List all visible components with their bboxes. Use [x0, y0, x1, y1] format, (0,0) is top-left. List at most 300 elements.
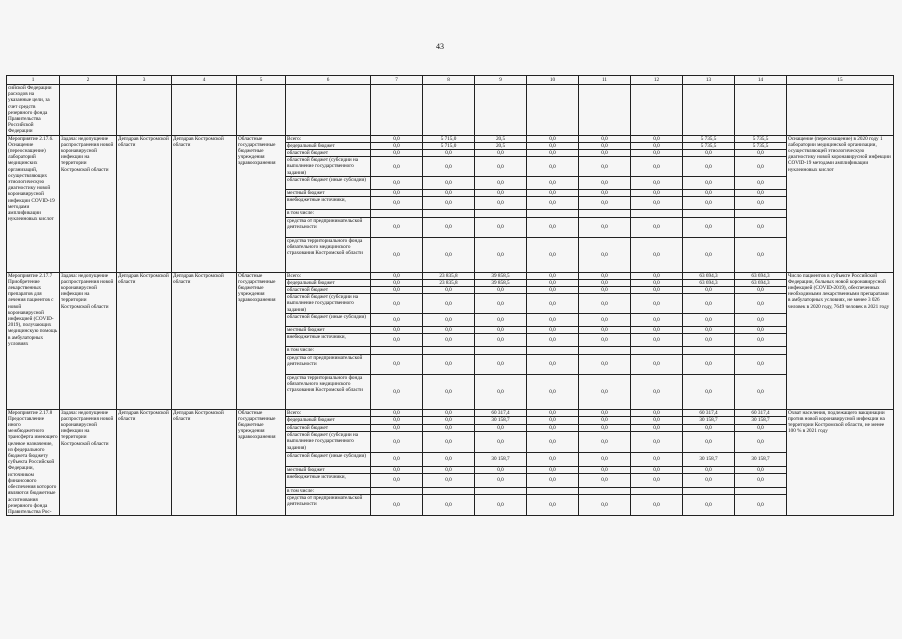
value-cell: 0,0 [527, 135, 579, 142]
value-cell: 0,0 [423, 495, 475, 516]
value-cell: 0,0 [527, 177, 579, 190]
value-cell: 0,0 [475, 474, 527, 488]
empty-cell [735, 85, 787, 136]
value-cell: 0,0 [475, 495, 527, 516]
value-cell [735, 487, 787, 495]
value-cell: 0,0 [475, 150, 527, 157]
empty-cell [286, 85, 371, 136]
value-cell: 0,0 [423, 237, 475, 272]
value-cell: 0,0 [423, 409, 475, 417]
value-cell: 0,0 [423, 314, 475, 327]
value-cell: 0,0 [735, 150, 787, 157]
value-cell: 0,0 [527, 327, 579, 334]
source-cell: федеральный бюджет [286, 417, 371, 425]
value-cell: 0,0 [371, 409, 423, 417]
source-cell: средства территориального фонда обязательного медицинского страхования Костромской области [286, 374, 371, 409]
value-cell: 0,0 [735, 177, 787, 190]
empty-cell [683, 85, 735, 136]
value-cell: 0,0 [579, 374, 631, 409]
value-cell: 0,0 [579, 474, 631, 488]
executor-cell: Депздрав Костромской области [117, 272, 172, 409]
empty-cell [117, 85, 172, 136]
source-cell: областной бюджет [286, 287, 371, 294]
result-cell: Число пациентов в субъекте Российской Федерации, больных новой коронавирусной инфекцией (COVID-2019), обеспеченных необходимыми лекарственными препаратами в амбулаторных условиях, не менее 3 026 человек в 2020 году, 7649 человек в 2021 году [787, 272, 894, 409]
value-cell: 0,0 [631, 197, 683, 210]
value-cell [735, 347, 787, 354]
value-cell: 0,0 [735, 287, 787, 294]
value-cell: 0,0 [423, 432, 475, 453]
value-cell: 60 317,4 [475, 409, 527, 417]
value-cell: 0,0 [735, 327, 787, 334]
value-cell: 0,0 [735, 217, 787, 237]
value-cell: 0,0 [371, 272, 423, 279]
value-cell: 0,0 [631, 157, 683, 177]
value-cell: 63 694,3 [683, 279, 735, 286]
source-cell: средства от предпринимательской деятельности [286, 217, 371, 237]
coexecutor-cell: Депздрав Костромской области [172, 135, 237, 272]
header-cell: 6 [286, 76, 371, 85]
value-cell: 0,0 [527, 354, 579, 374]
header-cell: 2 [60, 76, 117, 85]
source-cell: областной бюджет [286, 424, 371, 432]
source-cell: в том числе: [286, 347, 371, 354]
value-cell: 0,0 [475, 466, 527, 474]
value-cell: 0,0 [631, 453, 683, 467]
value-cell: 0,0 [475, 177, 527, 190]
value-cell: 0,0 [735, 354, 787, 374]
table-row [7, 135, 894, 142]
value-cell: 0,0 [683, 424, 735, 432]
source-cell: внебюджетные источники, [286, 334, 371, 347]
value-cell: 0,0 [527, 466, 579, 474]
empty-cell [423, 85, 475, 136]
task-cell: Задача: недопущение распространения новой коронавирусной инфекции на территории Костромской области [60, 272, 117, 409]
value-cell: 5 735,5 [683, 142, 735, 149]
header-cell: 8 [423, 76, 475, 85]
header-cell: 15 [787, 76, 894, 85]
event-cell: Мероприятие 2.17.6. Оснащение (переоснащение) лабораторий медицинских организаций, осуществляющих этиологическую диагностику новой коронавирусной инфекции COVID-19 методами амплификации нуклеиновых кислот [7, 135, 60, 272]
value-cell: 0,0 [371, 474, 423, 488]
value-cell: 0,0 [579, 294, 631, 314]
value-cell: 0,0 [579, 150, 631, 157]
value-cell: 0,0 [631, 495, 683, 516]
value-cell: 0,0 [527, 287, 579, 294]
value-cell: 0,0 [683, 432, 735, 453]
source-cell: областной бюджет (иные субсидии) [286, 314, 371, 327]
value-cell: 0,0 [423, 157, 475, 177]
value-cell: 0,0 [579, 409, 631, 417]
value-cell: 60 317,4 [735, 409, 787, 417]
value-cell: 0,0 [527, 432, 579, 453]
value-cell: 0,0 [683, 177, 735, 190]
coexecutor-cell: Депздрав Костромской области [172, 272, 237, 409]
source-cell: областной бюджет (субсидии на выполнение государственного задания) [286, 432, 371, 453]
value-cell [527, 347, 579, 354]
value-cell [423, 347, 475, 354]
value-cell: 0,0 [527, 314, 579, 327]
value-cell: 0,0 [631, 135, 683, 142]
value-cell: 0,0 [579, 272, 631, 279]
value-cell: 0,0 [371, 466, 423, 474]
recipient-cell: Областные государственные бюджетные учреждения здравоохранения [237, 409, 286, 515]
source-cell: Всего: [286, 409, 371, 417]
value-cell: 0,0 [579, 334, 631, 347]
empty-cell [371, 85, 423, 136]
value-cell [631, 487, 683, 495]
value-cell [527, 487, 579, 495]
value-cell: 0,0 [527, 217, 579, 237]
header-cell: 1 [7, 76, 60, 85]
empty-cell [631, 85, 683, 136]
value-cell: 0,0 [527, 374, 579, 409]
value-cell: 0,0 [423, 177, 475, 190]
source-cell: федеральный бюджет [286, 142, 371, 149]
value-cell: 0,0 [579, 314, 631, 327]
value-cell: 0,0 [371, 495, 423, 516]
task-cell: Задача: недопущение распространения новой коронавирусной инфекции на территории Костромской области [60, 409, 117, 515]
value-cell: 0,0 [371, 190, 423, 197]
value-cell: 0,0 [371, 294, 423, 314]
value-cell: 0,0 [683, 466, 735, 474]
value-cell: 0,0 [631, 417, 683, 425]
value-cell: 5 715,0 [423, 135, 475, 142]
source-cell: в том числе: [286, 210, 371, 217]
value-cell: 0,0 [683, 327, 735, 334]
header-cell: 7 [371, 76, 423, 85]
table-row [7, 409, 894, 417]
value-cell: 20,5 [475, 142, 527, 149]
empty-cell [787, 85, 894, 136]
value-cell: 0,0 [423, 417, 475, 425]
value-cell: 0,0 [631, 150, 683, 157]
value-cell [683, 347, 735, 354]
value-cell: 0,0 [423, 287, 475, 294]
value-cell: 0,0 [475, 314, 527, 327]
value-cell: 0,0 [735, 237, 787, 272]
value-cell: 0,0 [475, 432, 527, 453]
value-cell: 60 317,4 [683, 409, 735, 417]
value-cell: 0,0 [631, 466, 683, 474]
value-cell: 0,0 [579, 432, 631, 453]
value-cell: 0,0 [527, 417, 579, 425]
value-cell: 63 694,3 [683, 272, 735, 279]
value-cell: 0,0 [631, 287, 683, 294]
value-cell [527, 210, 579, 217]
value-cell: 0,0 [371, 327, 423, 334]
value-cell: 0,0 [371, 217, 423, 237]
value-cell: 0,0 [475, 334, 527, 347]
value-cell: 0,0 [527, 237, 579, 272]
value-cell: 0,0 [579, 157, 631, 177]
value-cell: 0,0 [735, 294, 787, 314]
value-cell: 0,0 [631, 432, 683, 453]
value-cell: 0,0 [683, 287, 735, 294]
value-cell: 0,0 [527, 272, 579, 279]
source-cell: средства от предпринимательской деятельности [286, 495, 371, 516]
value-cell: 0,0 [475, 287, 527, 294]
value-cell [579, 347, 631, 354]
value-cell: 0,0 [475, 294, 527, 314]
value-cell: 0,0 [527, 495, 579, 516]
value-cell: 0,0 [527, 424, 579, 432]
header-cell: 12 [631, 76, 683, 85]
value-cell: 0,0 [735, 466, 787, 474]
header-row [7, 76, 894, 85]
header-cell: 14 [735, 76, 787, 85]
value-cell: 0,0 [423, 474, 475, 488]
header-cell: 13 [683, 76, 735, 85]
executor-cell: Депздрав Костромской области [117, 409, 172, 515]
value-cell [423, 487, 475, 495]
result-cell: Оснащение (переоснащение) в 2020 году 1 лаборатории медицинской организации, осуществляющей этиологическую диагностику новой коронавирусной инфекции COVID-19 методами амплификации нуклеиновых кислот [787, 135, 894, 272]
coexecutor-cell: Депздрав Костромской области [172, 409, 237, 515]
value-cell: 0,0 [683, 474, 735, 488]
header-cell: 9 [475, 76, 527, 85]
header-cell: 5 [237, 76, 286, 85]
value-cell: 0,0 [735, 374, 787, 409]
page-number: 43 [436, 42, 444, 51]
value-cell: 0,0 [579, 327, 631, 334]
value-cell [371, 210, 423, 217]
value-cell: 0,0 [683, 190, 735, 197]
value-cell: 0,0 [579, 279, 631, 286]
empty-cell [475, 85, 527, 136]
header-cell: 11 [579, 76, 631, 85]
value-cell: 5 735,5 [683, 135, 735, 142]
executor-cell: Депздрав Костромской области [117, 135, 172, 272]
value-cell: 0,0 [579, 190, 631, 197]
value-cell: 0,0 [579, 197, 631, 210]
value-cell: 0,0 [631, 314, 683, 327]
value-cell: 0,0 [527, 334, 579, 347]
value-cell: 0,0 [579, 424, 631, 432]
header-cell: 10 [527, 76, 579, 85]
value-cell: 0,0 [371, 177, 423, 190]
value-cell: 63 694,3 [735, 279, 787, 286]
value-cell [683, 210, 735, 217]
value-cell: 0,0 [423, 453, 475, 467]
value-cell: 0,0 [579, 495, 631, 516]
value-cell: 0,0 [371, 287, 423, 294]
value-cell: 0,0 [423, 466, 475, 474]
value-cell: 23 835,8 [423, 279, 475, 286]
empty-cell [172, 85, 237, 136]
value-cell [371, 347, 423, 354]
value-cell: 30 158,7 [735, 417, 787, 425]
value-cell [475, 487, 527, 495]
value-cell: 0,0 [631, 327, 683, 334]
value-cell [475, 210, 527, 217]
value-cell: 0,0 [371, 334, 423, 347]
header-cell: 4 [172, 76, 237, 85]
value-cell [371, 487, 423, 495]
value-cell: 0,0 [371, 432, 423, 453]
value-cell: 0,0 [475, 217, 527, 237]
source-cell: областной бюджет [286, 150, 371, 157]
value-cell: 0,0 [371, 453, 423, 467]
value-cell: 0,0 [423, 424, 475, 432]
value-cell: 0,0 [475, 327, 527, 334]
value-cell: 0,0 [735, 495, 787, 516]
value-cell: 0,0 [371, 197, 423, 210]
value-cell: 0,0 [631, 142, 683, 149]
value-cell: 0,0 [527, 157, 579, 177]
source-cell: местный бюджет [286, 466, 371, 474]
value-cell: 30 158,7 [735, 453, 787, 467]
value-cell: 0,0 [423, 354, 475, 374]
value-cell: 0,0 [631, 190, 683, 197]
table-row [7, 272, 894, 279]
value-cell: 0,0 [475, 424, 527, 432]
value-cell [631, 210, 683, 217]
source-cell: в том числе: [286, 487, 371, 495]
value-cell: 0,0 [683, 314, 735, 327]
value-cell: 30 158,7 [683, 453, 735, 467]
value-cell: 5 735,5 [735, 135, 787, 142]
value-cell: 0,0 [371, 279, 423, 286]
source-cell: Всего: [286, 135, 371, 142]
value-cell [579, 210, 631, 217]
value-cell: 0,0 [579, 417, 631, 425]
value-cell [579, 487, 631, 495]
value-cell: 23 835,8 [423, 272, 475, 279]
value-cell: 0,0 [527, 474, 579, 488]
value-cell: 0,0 [527, 279, 579, 286]
source-cell: местный бюджет [286, 190, 371, 197]
value-cell: 0,0 [683, 237, 735, 272]
value-cell: 0,0 [579, 466, 631, 474]
value-cell: 0,0 [631, 354, 683, 374]
recipient-cell: Областные государственные бюджетные учреждения здравоохранения [237, 135, 286, 272]
value-cell: 0,0 [423, 190, 475, 197]
value-cell: 0,0 [683, 197, 735, 210]
value-cell: 0,0 [735, 334, 787, 347]
source-cell: областной бюджет (субсидии на выполнение государственного задания) [286, 157, 371, 177]
value-cell: 0,0 [579, 177, 631, 190]
value-cell: 0,0 [631, 334, 683, 347]
value-cell: 0,0 [683, 334, 735, 347]
value-cell: 5 715,0 [423, 142, 475, 149]
value-cell: 0,0 [475, 237, 527, 272]
source-cell: средства от предпринимательской деятельности [286, 354, 371, 374]
value-cell: 0,0 [423, 327, 475, 334]
value-cell: 5 735,5 [735, 142, 787, 149]
value-cell: 0,0 [683, 495, 735, 516]
value-cell: 30 158,7 [475, 453, 527, 467]
value-cell: 39 858,5 [475, 272, 527, 279]
value-cell: 0,0 [371, 314, 423, 327]
recipient-cell: Областные государственные бюджетные учреждения здравоохранения [237, 272, 286, 409]
result-cell: Охват населения, подлежащего вакцинации против новой коронавирусной инфекции на территории Костромской области, не менее 100 % в 2021 году [787, 409, 894, 515]
source-cell: Всего: [286, 272, 371, 279]
value-cell: 0,0 [631, 374, 683, 409]
value-cell: 0,0 [527, 409, 579, 417]
value-cell: 0,0 [631, 177, 683, 190]
value-cell: 0,0 [527, 294, 579, 314]
value-cell: 0,0 [371, 135, 423, 142]
value-cell [735, 210, 787, 217]
value-cell: 0,0 [735, 190, 787, 197]
continuation-row [7, 85, 894, 136]
value-cell: 0,0 [735, 474, 787, 488]
value-cell: 0,0 [371, 354, 423, 374]
empty-cell [579, 85, 631, 136]
value-cell: 0,0 [371, 142, 423, 149]
value-cell: 0,0 [735, 424, 787, 432]
value-cell: 0,0 [527, 142, 579, 149]
value-cell: 0,0 [475, 197, 527, 210]
value-cell: 0,0 [683, 217, 735, 237]
value-cell: 0,0 [371, 424, 423, 432]
value-cell: 0,0 [475, 157, 527, 177]
source-cell: областной бюджет (субсидии на выполнение государственного задания) [286, 294, 371, 314]
value-cell: 0,0 [423, 334, 475, 347]
value-cell: 0,0 [579, 354, 631, 374]
value-cell: 0,0 [735, 314, 787, 327]
value-cell: 0,0 [423, 197, 475, 210]
value-cell [631, 347, 683, 354]
value-cell: 0,0 [683, 374, 735, 409]
value-cell: 0,0 [371, 237, 423, 272]
value-cell: 0,0 [631, 409, 683, 417]
value-cell [423, 210, 475, 217]
value-cell: 0,0 [423, 294, 475, 314]
source-cell: средства территориального фонда обязательного медицинского страхования Костромской области [286, 237, 371, 272]
header-cell: 3 [117, 76, 172, 85]
continuation-cell: сийской Федерации расходов на указанные цели, за счет средств резервного фонда Правительства Российской Федерации [7, 85, 60, 136]
value-cell: 0,0 [371, 417, 423, 425]
value-cell: 0,0 [631, 424, 683, 432]
value-cell: 30 158,7 [475, 417, 527, 425]
value-cell: 0,0 [423, 150, 475, 157]
program-table [6, 75, 894, 516]
value-cell: 0,0 [735, 157, 787, 177]
empty-cell [237, 85, 286, 136]
value-cell: 0,0 [579, 135, 631, 142]
value-cell: 0,0 [579, 453, 631, 467]
value-cell: 0,0 [579, 287, 631, 294]
value-cell: 0,0 [579, 142, 631, 149]
event-cell: Мероприятие 2.17.8 Предоставление иного межбюджетного трансферта имеющего целевое назначение, из федерального бюджета бюджету субъекта Российской Федерации, источником финансового обеспечения которого являются бюджетные ассигнования резервного фонда Правительства Рос- [8, 409, 58, 515]
value-cell: 0,0 [371, 157, 423, 177]
value-cell: 39 858,5 [475, 279, 527, 286]
value-cell: 0,0 [683, 150, 735, 157]
value-cell: 0,0 [527, 453, 579, 467]
value-cell: 0,0 [683, 354, 735, 374]
task-cell: Задача: недопущение распространения новой коронавирусной инфекции на территории Костромской области [60, 135, 117, 272]
event-cell: Мероприятие 2.17.7 Приобретение лекарственных препаратов для лечения пациентов с новой коронавирусной инфекцией (COVID-2019), получающих медицинскую помощь в амбулаторных условиях [7, 272, 60, 409]
empty-cell [60, 85, 117, 136]
value-cell [683, 487, 735, 495]
value-cell: 0,0 [735, 432, 787, 453]
value-cell: 0,0 [423, 217, 475, 237]
value-cell: 0,0 [475, 190, 527, 197]
value-cell: 0,0 [475, 374, 527, 409]
value-cell: 0,0 [475, 354, 527, 374]
value-cell: 20,5 [475, 135, 527, 142]
source-cell: федеральный бюджет [286, 279, 371, 286]
source-cell: областной бюджет (иные субсидии) [286, 453, 371, 467]
empty-cell [527, 85, 579, 136]
value-cell: 0,0 [735, 197, 787, 210]
value-cell: 0,0 [527, 190, 579, 197]
value-cell: 0,0 [631, 217, 683, 237]
value-cell: 0,0 [631, 294, 683, 314]
value-cell: 0,0 [423, 374, 475, 409]
value-cell: 0,0 [579, 217, 631, 237]
source-cell: областной бюджет (иные субсидии) [286, 177, 371, 190]
value-cell: 0,0 [631, 272, 683, 279]
